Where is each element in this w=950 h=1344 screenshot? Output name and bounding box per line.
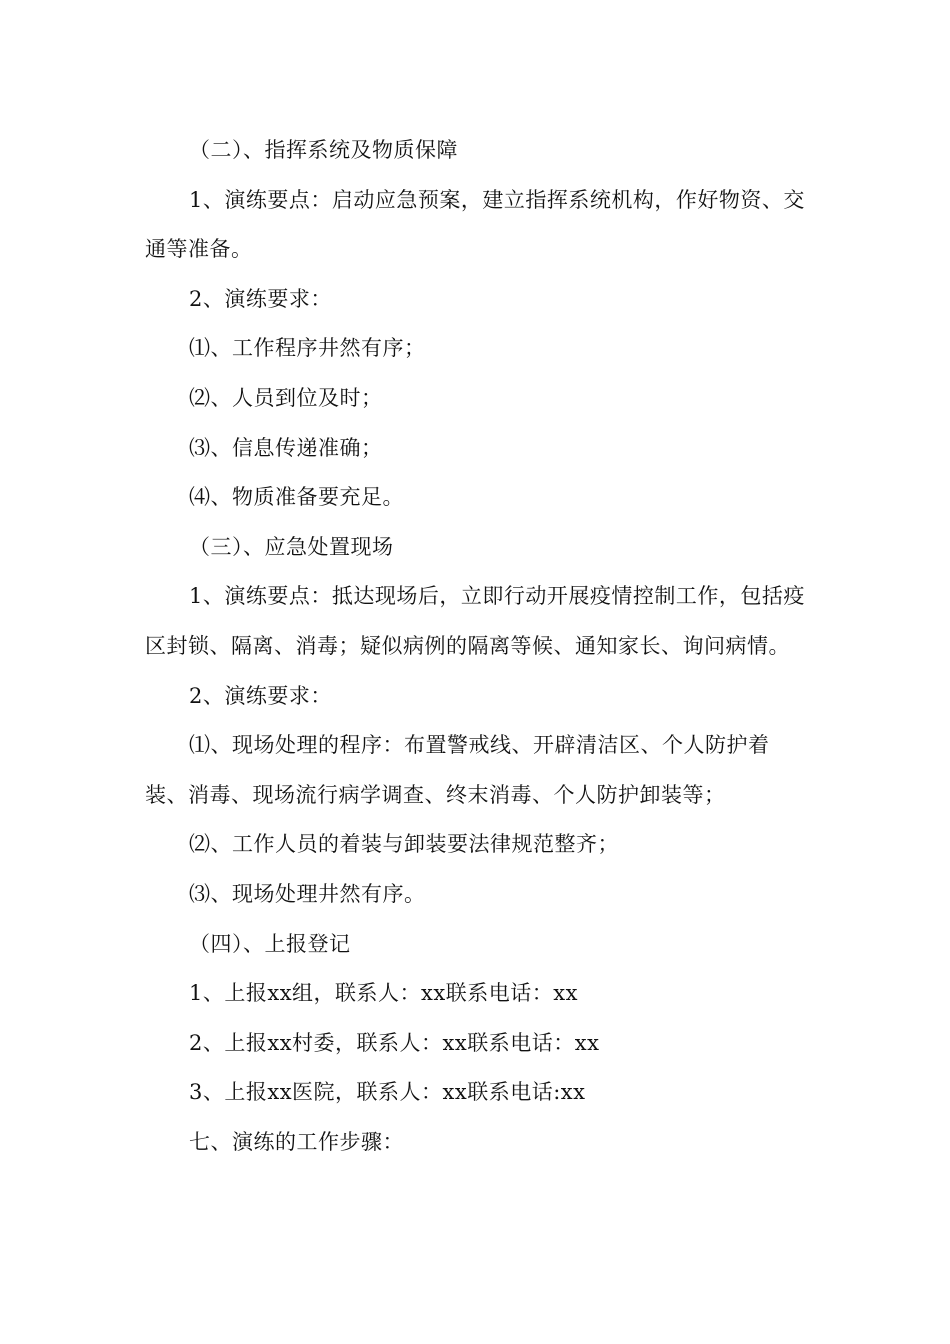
document-body <box>145 126 810 1167</box>
section-heading-work-steps: 七、演练的工作步骤： <box>189 1129 404 1154</box>
list-item-information-transfer: ⑶、信息传递准确； <box>189 435 383 460</box>
list-item-material-preparation: ⑷、物质准备要充足。 <box>189 485 404 510</box>
list-item-site-order: ⑶、现场处理井然有序。 <box>189 881 426 906</box>
report-line-hospital: 3、上报xx医院，联系人：xx联系电话:xx <box>189 1080 586 1105</box>
list-item-personnel-arrival: ⑵、人员到位及时； <box>189 385 383 410</box>
paragraph-drill-requirements-2: 2、演练要求： <box>189 683 332 708</box>
paragraph-drill-points-2: 1、演练要点：抵达现场后，立即行动开展疫情控制工作，包括疫区封锁、隔离、消毒；疑似病例的隔离等候、通知家长、询问病情。 <box>145 584 805 658</box>
paragraph-drill-requirements-1: 2、演练要求： <box>189 286 332 311</box>
report-line-group: 1、上报xx组，联系人：xx联系电话：xx <box>189 981 578 1006</box>
list-item-site-procedure: ⑴、现场处理的程序：布置警戒线、开辟清洁区、个人防护着装、消毒、现场流行病学调查、终末消毒、个人防护卸装等； <box>145 733 770 807</box>
section-heading-reporting: （四）、上报登记 <box>189 931 351 956</box>
paragraph-drill-points-1: 1、演练要点：启动应急预案，建立指挥系统机构，作好物资、交通等准备。 <box>145 187 805 262</box>
section-heading-command-system: （二）、指挥系统及物质保障 <box>189 138 458 162</box>
list-item-work-procedure: ⑴、工作程序井然有序； <box>189 336 426 361</box>
report-line-village-committee: 2、上报xx村委，联系人：xx联系电话：xx <box>189 1030 600 1055</box>
list-item-staff-dressing: ⑵、工作人员的着装与卸装要法律规范整齐； <box>189 832 619 857</box>
section-heading-emergency-site: （三）、应急处置现场 <box>189 534 394 559</box>
